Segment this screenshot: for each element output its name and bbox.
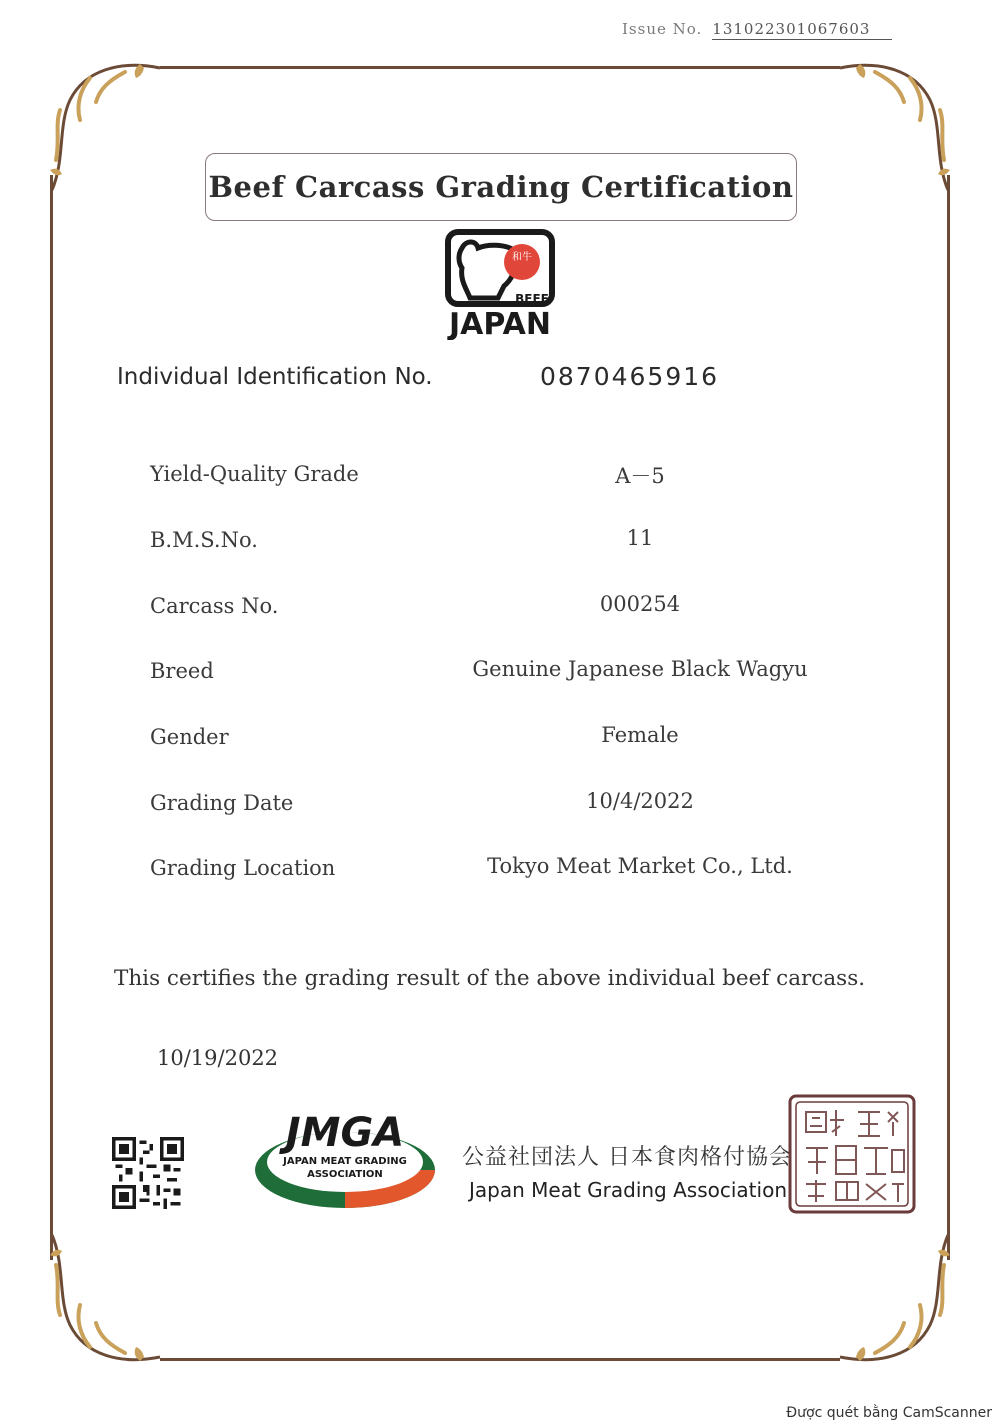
field-label-carcass: Carcass No. xyxy=(150,594,279,618)
field-value-breed: Genuine Japanese Black Wagyu xyxy=(472,657,808,681)
field-value-bms: 11 xyxy=(626,526,654,550)
certification-statement: This certifies the grading result of the above individual beef carcass. xyxy=(114,966,866,991)
svg-text:JAPAN MEAT GRADING: JAPAN MEAT GRADING xyxy=(283,1156,407,1167)
association-name-jp: 公益社団法人 日本食肉格付協会 xyxy=(462,1145,792,1170)
certificate-title: Beef Carcass Grading Certification xyxy=(208,170,794,204)
field-value-grade: A－5 xyxy=(615,464,665,488)
corner-ornament-top-right xyxy=(820,50,970,200)
corner-ornament-top-left xyxy=(30,50,180,200)
scanner-watermark: Được quét bằng CamScanner xyxy=(786,1405,992,1421)
field-label-grading-location: Grading Location xyxy=(150,856,336,880)
field-label-gender: Gender xyxy=(150,725,229,749)
issue-date: 10/19/2022 xyxy=(157,1046,279,1070)
svg-text:BEEF: BEEF xyxy=(515,292,549,306)
field-value-grading-location: Tokyo Meat Market Co., Ltd. xyxy=(487,854,793,878)
corner-ornament-bottom-left xyxy=(30,1225,180,1375)
field-value-grading-date: 10/4/2022 xyxy=(586,789,694,813)
field-label-breed: Breed xyxy=(150,659,214,683)
issue-number xyxy=(622,20,922,40)
issue-value: 131022301067603 xyxy=(712,20,892,40)
svg-text:JAPAN: JAPAN xyxy=(449,307,551,340)
identification-value: 0870465916 xyxy=(540,362,720,391)
issue-label: Issue No. xyxy=(622,20,703,38)
identification-label: Individual Identification No. xyxy=(117,364,433,390)
corner-ornament-bottom-right xyxy=(820,1225,970,1375)
field-value-carcass: 000254 xyxy=(599,592,681,616)
field-label-bms: B.M.S.No. xyxy=(150,528,258,552)
title-box xyxy=(205,153,797,221)
official-seal-icon xyxy=(786,1092,918,1216)
jmga-logo xyxy=(250,1104,440,1210)
svg-text:ASSOCIATION: ASSOCIATION xyxy=(307,1169,383,1180)
field-value-gender: Female xyxy=(601,723,679,747)
association-name-en: Japan Meat Grading Association xyxy=(469,1178,787,1202)
field-label-grade: Yield-Quality Grade xyxy=(150,462,359,486)
svg-text:JMGA: JMGA xyxy=(285,1110,405,1156)
qr-code-icon xyxy=(112,1137,184,1209)
field-label-grading-date: Grading Date xyxy=(150,791,294,815)
wagyu-beef-japan-logo xyxy=(440,228,560,340)
svg-text:和牛: 和牛 xyxy=(512,252,532,263)
